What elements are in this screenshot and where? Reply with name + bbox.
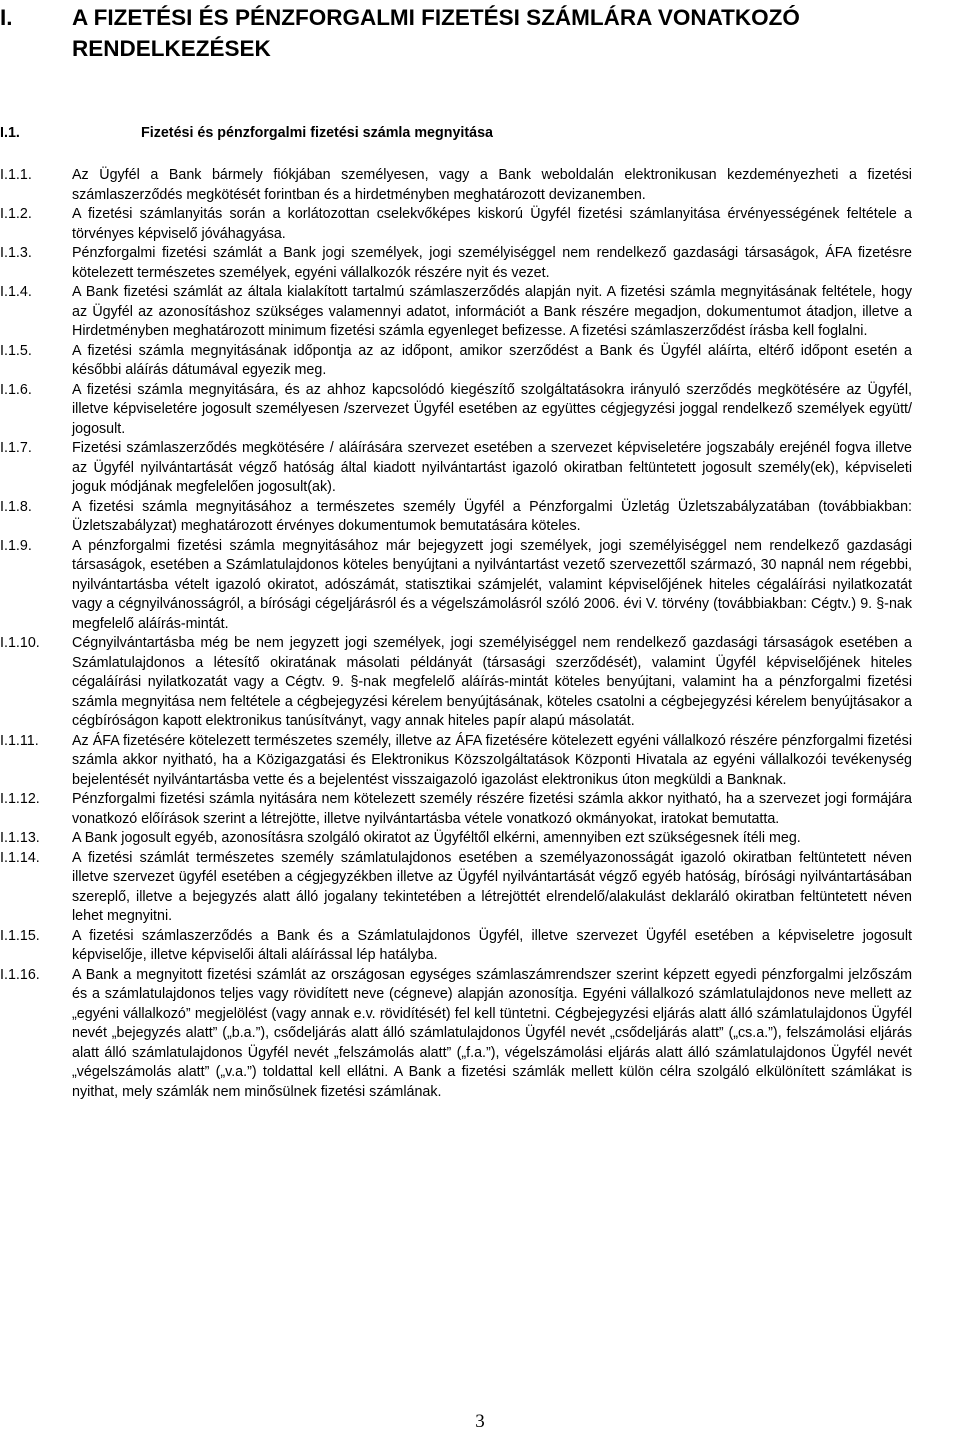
clause-number: I.1.15. [0, 927, 40, 944]
clause-number: I.1.12. [0, 791, 40, 807]
clause-item [0, 634, 912, 732]
clause-number: I.1.8. [0, 498, 32, 515]
clause-number: I.1.4. [0, 284, 32, 300]
clause-text: Pénzforgalmi fizetési számlát a Bank jogi személyek, jogi személyiséggel nem rendelkező gazdasági társaságok, ÁFA fizetésre kötelezett természetes személyek, egyéni vállalkozók részére nyit és vezet. [72, 245, 912, 281]
clause-item [0, 439, 912, 498]
clause-number: I.1.9. [0, 537, 32, 554]
section-number: I.1. [0, 125, 20, 141]
clause-text: A Bank jogosult egyéb, azonosításra szolgáló okiratot az Ügyféltől elkérni, amennyiben ezt szükségesnek ítéli meg. [72, 830, 801, 846]
clause-number: I.1.11. [0, 732, 39, 749]
clause-number: I.1.7. [0, 440, 32, 456]
clause-list [0, 166, 912, 1102]
clause-text: A pénzforgalmi fizetési számla megnyitásához már bejegyzett jogi személyek, jogi személyiséggel nem rendelkező gazdasági társaságok, esetében a Számlatulajdonos köteles benyújtani a nyilvántartást vezető szervezettől származó, 30 napnál nem régebbi, nyilvántartásba vételt igazoló okiratot, adószámát, statisztikai számjelét, valamint képviselőjének hiteles cégaláírási nyilatkozatát vagy a cégnyilvánosságról, a bírósági cégeljárásról és a végelszámolásról szóló 2006. évi V. törvény (továbbiakban: Cégtv.) 9. §-nak megfelelő aláírás-mintát. [72, 537, 912, 632]
clause-text: A fizetési számlát természetes személy számlatulajdonos esetében a személyazonosságát igazoló okiratban feltüntetett néven illetve szervezet ügyfél esetében a cégjegyzékben illetve az Ügyfél nyilvántartását végző egyéb hatóság, bírósági nyilvántartásában szereplő, illetve a bejegyzés alatt álló jogalany tekintetében a létrejöttét elrendelő/alakulást deklaráló okiratban feltüntetett néven lehet megnyitni. [72, 849, 912, 924]
clause-number: I.1.14. [0, 849, 40, 866]
clause-item [0, 537, 912, 635]
clause-number: I.1.2. [0, 206, 32, 222]
clause-text: Az Ügyfél a Bank bármely fiókjában személyesen, vagy a Bank weboldalán elektronikusan kezdeményezheti a fizetési számlaszerződés megkötését forintban és a hirdetményben meghatározott devizanemben. [72, 167, 912, 203]
clause-item [0, 283, 912, 342]
clause-text: Cégnyilvántartásba még be nem jegyzett jogi személyek, jogi személyiséggel nem rendelkező gazdasági társaságok esetében a Számlatulajdonos a létesítő okiratának másolati példányát (társasági szerződését), valamint Ügyfél képviselőjének hiteles cégaláírási nyilatkozatát vagy a Cégtv. 9. §-nak megfelelő aláírás-mintát köteles benyújtani, valamint ha a pénzforgalmi fizetési számla megnyitása nem feltétele a cégbejegyzési kérelem benyújtásának, köteles csatolni a cégbejegyzési kérelem benyújtásakor a cégbíróságon kapott elektronikus tanúsítványt, vagy annak hiteles papír alapú másolatát. [72, 635, 912, 729]
chapter-title [72, 2, 960, 64]
clause-text: A Bank a megnyitott fizetési számlát az országosan egységes számlaszámrendszer szerint képzett egyedi pénzforgalmi jelzőszám és a számlatulajdonos teljes vagy rövidített neve (cégneve) alapján azonosítja. Egyéni vállalkozó számlatulajdonos neve mellett az „egyéni vállalkozó” megjelölést (vagy annak e.v. rövidítését) fel kell tüntetni. Cégbejegyzési eljárás alatt álló számlatulajdonos Ügyfél nevét „bejegyzés alatt” („b.a.”), csődeljárás alatt álló számlatulajdonos Ügyfél nevét „csődeljárás alatt” („cs.a.”), felszámolási eljárás alatt álló számlatulajdonos Ügyfél nevét „felszámolás alatt” („f.a.”), végelszámolási eljárás alatt álló számlatulajdonos Ügyfél nevét „végelszámolás alatt” („v.a.”) toldattal kell ellátni. A Bank a fizetési számlák mellett külön célra szolgáló elkülönített számlákat is nyithat, mely számlák nem minősülnek fizetési számlának. [72, 966, 912, 1100]
clause-text: A fizetési számla megnyitására, és az ahhoz kapcsolódó kiegészítő szolgáltatásokra irányuló szerződés megkötésére az Ügyfél, illetve képviseletére jogosult személyesen /szervezet Ügyfél esetében az együttes cégjegyzési joggal rendelkező személyek együtt/ jogosult. [72, 381, 912, 437]
clause-text: Fizetési számlaszerződés megkötésére / aláírására szervezet esetében a szervezet képviseletére jogszabály erejénél fogva illetve az Ügyfél nyilvántartását végző hatóság által kiadott nyilvántartást igazoló okiratban feltüntetett jogosult személy(ek), képviseleti joguk módjának megfelelően jogosult(ak). [72, 440, 912, 495]
clause-text: A fizetési számlanyitás során a korlátozottan cselekvőképes kiskorú Ügyfél fizetési számlanyitása érvényességének feltétele a törvényes képviselő jóváhagyása. [72, 206, 912, 242]
clause-number: I.1.5. [0, 342, 32, 359]
clause-item [0, 498, 912, 537]
clause-number: I.1.3. [0, 245, 32, 261]
clause-number: I.1.13. [0, 830, 40, 846]
clause-text: Pénzforgalmi fizetési számla nyitására nem kötelezett személy részére fizetési számla akkor nyitható, ha a szervezet jogi formájára vonatkozó előírások szerint a létrejötte, illetve nyilvántartásba vétele vonatkozó okmányokat, iratokat bemutatta. [72, 791, 912, 827]
chapter-heading [0, 2, 960, 64]
clause-text: A Bank fizetési számlát az általa kialakított tartalmú számlaszerződés alapján nyit. A fizetési számla megnyitásának feltétele, hogy az Ügyfél az azonosításhoz szükséges valamennyi adatot, információt a Bank részére megadjon, dokumentumot átadjon, illetve a Hirdetményben meghatározott minimum fizetési számla egyenleget befizesse. A fizetési számlaszerződést írásba kell foglalni. [72, 284, 912, 339]
clause-item [0, 166, 912, 205]
clause-item [0, 927, 912, 966]
clause-item [0, 244, 912, 283]
clause-text: A fizetési számla megnyitásához a természetes személy Ügyfél a Pénzforgalmi Üzletág Üzletszabályzatában (továbbiakban: Üzletszabályzat) meghatározott érvényes dokumentumok bemutatására köteles. [72, 498, 912, 534]
page-number: 3 [475, 1411, 485, 1432]
chapter-title-text: A FIZETÉSI ÉS PÉNZFORGALMI FIZETÉSI SZÁMLÁRA VONATKOZÓ RENDELKEZÉSEK [72, 5, 800, 61]
clause-number: I.1.1. [0, 167, 32, 183]
clause-number: I.1.6. [0, 381, 32, 398]
clause-item [0, 849, 912, 927]
clause-item [0, 829, 912, 849]
clause-item [0, 381, 912, 440]
chapter-number: I. [0, 5, 13, 30]
clause-text: Az ÁFA fizetésére kötelezett természetes személy, illetve az ÁFA fizetésére kötelezett egyéni vállalkozó részére pénzforgalmi fizetési számla akkor nyitható, ha a Közigazgatási és Elektronikus Közszolgáltatások Központi Hivatala az egyéni vállalkozói tevékenység bejelentését nyilvántartásba vette és a bejelentést visszaigazoló igazolást elektronikus úton megküldi a Banknak. [72, 732, 912, 788]
clause-item [0, 732, 912, 791]
clause-number: I.1.16. [0, 966, 40, 983]
clause-item [0, 790, 912, 829]
clause-text: A fizetési számlaszerződés a Bank és a Számlatulajdonos Ügyfél, illetve szervezet Ügyfél esetében a képviseletre jogosult képviselője, illetve képviselői általi aláírással lép hatályba. [72, 927, 912, 963]
clause-text: A fizetési számla megnyitásának időpontja az az időpont, amikor szerződést a Bank és Ügyfél aláírta, eltérő időpont esetén a későbbi aláírás dátumával egyezik meg. [72, 342, 912, 378]
clause-item [0, 205, 912, 244]
clause-number: I.1.10. [0, 635, 40, 651]
clause-item [0, 966, 912, 1103]
section-heading [0, 124, 960, 142]
section-title: Fizetési és pénzforgalmi fizetési számla megnyitása [141, 125, 493, 141]
clause-item [0, 342, 912, 381]
